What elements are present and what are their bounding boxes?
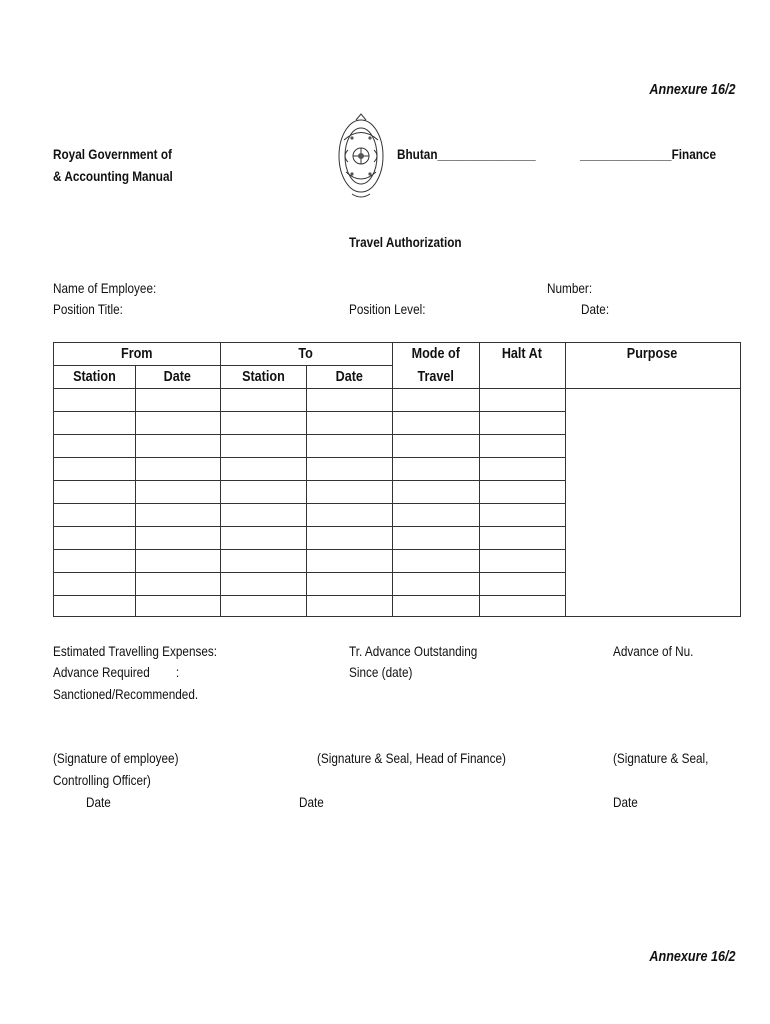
bhutan-emblem-icon	[334, 110, 388, 202]
header-mode-line1: Mode of	[411, 345, 460, 362]
header-to: To	[298, 345, 314, 362]
advance-required-label: Advance Required :	[53, 664, 180, 680]
employee-number-label: Number:	[547, 280, 593, 296]
sanctioned-label: Sanctioned/Recommended.	[53, 686, 199, 702]
travel-table	[53, 342, 741, 617]
signature-head-finance-label: (Signature & Seal, Head of Finance)	[317, 750, 506, 766]
header-purpose: Purpose	[627, 345, 678, 362]
controlling-officer-label: Controlling Officer)	[53, 772, 151, 788]
header-from-station: Station	[73, 368, 116, 385]
estimated-expenses-label: Estimated Travelling Expenses:	[53, 643, 218, 659]
header-right: ______________Finance	[580, 146, 717, 162]
signature-date-2: Date	[299, 794, 324, 810]
advance-nu-label: Advance of Nu.	[613, 643, 694, 659]
signature-employee-label: (Signature of employee)	[53, 750, 179, 766]
header-halt-at: Halt At	[501, 345, 543, 362]
date-label: Date:	[581, 301, 610, 317]
form-title: Travel Authorization	[349, 234, 462, 250]
annexure-label-bottom: Annexure 16/2	[649, 948, 736, 965]
purpose-cell[interactable]	[566, 389, 740, 617]
header-mode-line2: Travel	[417, 368, 454, 385]
signature-date-3: Date	[613, 794, 638, 810]
header-middle: Bhutan_______________	[397, 146, 536, 162]
signature-date-1: Date	[86, 794, 111, 810]
annexure-label-top: Annexure 16/2	[649, 81, 736, 98]
header-from-date: Date	[163, 368, 192, 385]
signature-seal-label: (Signature & Seal,	[613, 750, 709, 766]
header-to-station: Station	[241, 368, 285, 385]
tr-advance-label: Tr. Advance Outstanding	[349, 643, 478, 659]
header-left-line2: & Accounting Manual	[53, 168, 173, 184]
employee-name-label: Name of Employee:	[53, 280, 157, 296]
position-title-label: Position Title:	[53, 301, 123, 317]
header-left-line1: Royal Government of	[53, 146, 172, 162]
position-level-label: Position Level:	[349, 301, 426, 317]
header-from: From	[121, 345, 153, 362]
since-date-label: Since (date)	[349, 664, 413, 680]
header-to-date: Date	[335, 368, 363, 385]
